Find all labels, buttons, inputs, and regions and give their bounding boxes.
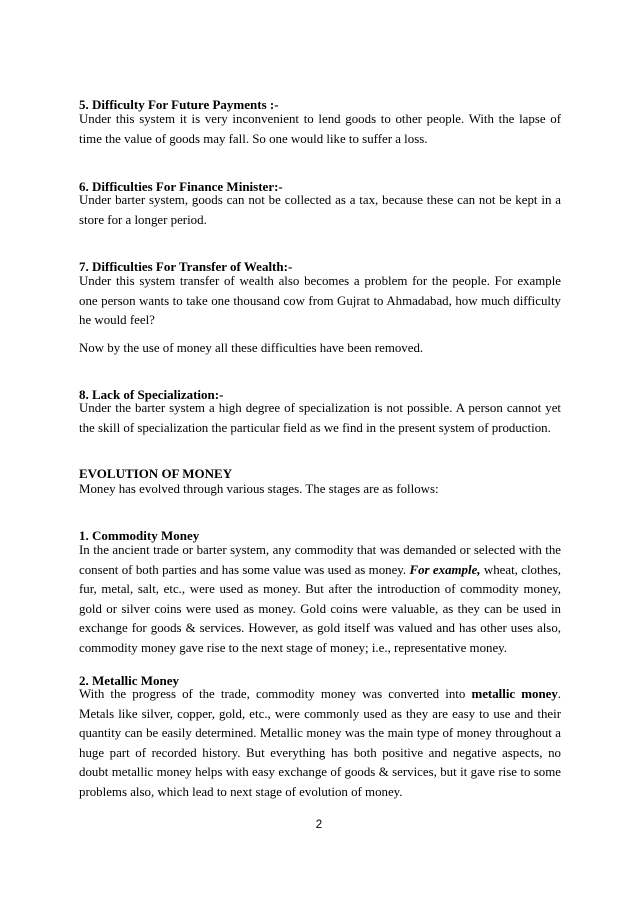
commodity-emphasis: For example,: [409, 562, 481, 577]
section-heading-finance-minister: 6. Difficulties For Finance Minister:-: [79, 179, 283, 194]
paragraph-lack-of-specialization: Under the barter system a high degree of specialization is not possible. A person cannot yet the skill of specialization the particular field as we find in the present system of production.: [79, 401, 561, 435]
section-heading-future-payments: 5. Difficulty For Future Payments :-: [79, 97, 279, 112]
metallic-text-start: With the progress of the trade, commodity money was converted into: [79, 687, 472, 701]
paragraph-commodity-money: [79, 541, 561, 658]
section-heading-transfer-of-wealth: 7. Difficulties For Transfer of Wealth:-: [79, 259, 293, 274]
section-heading-evolution-of-money: EVOLUTION OF MONEY: [79, 466, 233, 481]
page-number: 2: [315, 819, 323, 831]
section-heading-commodity-money: 1. Commodity Money: [79, 528, 200, 543]
paragraph-evolution-intro: Money has evolved through various stages. The stages are as follows:: [79, 482, 439, 496]
metallic-text-end: . Metals like silver, copper, gold, etc., were commonly used as they are easy to use and their quantity can be easily determined. Metallic money was the main type of money throughout a huge part of recorded history. But everything has both positive and negative aspects, no doubt metallic money helps with easy exchange of goods & services, but it gave rise to some problems also, which lead to next stage of evolution of money.: [79, 687, 562, 799]
section-heading-lack-of-specialization: 8. Lack of Specialization:-: [79, 387, 224, 402]
paragraph-difficulties-removed: Now by the use of money all these difficulties have been removed.: [79, 341, 424, 355]
paragraph-metallic-money: [79, 685, 561, 802]
metallic-money-bold: metallic money: [471, 687, 558, 701]
section-heading-metallic-money: 2. Metallic Money: [79, 673, 179, 688]
paragraph-future-payments: Under this system it is very inconvenient to lend goods to other people. With the lapse of time the value of goods may fall. So one would like to suffer a loss.: [79, 112, 561, 146]
paragraph-transfer-of-wealth: Under this system transfer of wealth also becomes a problem for the people. For example one person wants to take one thousand cow from Gujrat to Ahmadabad, how much difficulty he would feel?: [79, 274, 561, 327]
commodity-text-start: In the ancient trade or barter system, any commodity that was demanded or selected with the consent of both parties and has some value was used as money.: [79, 543, 561, 577]
paragraph-finance-minister: Under barter system, goods can not be collected as a tax, because these can not be kept in a store for a longer period.: [79, 193, 561, 227]
commodity-text-end: wheat, clothes, fur, metal, salt, etc., were used as money. But after the introduction of commodity money, gold or silver coins were used as money. Gold coins were valuable, as they can be used in exchange for goods & services. However, as gold itself was valued and has other uses also, commodity money gave rise to the next stage of money; i.e., representative money.: [79, 562, 561, 655]
